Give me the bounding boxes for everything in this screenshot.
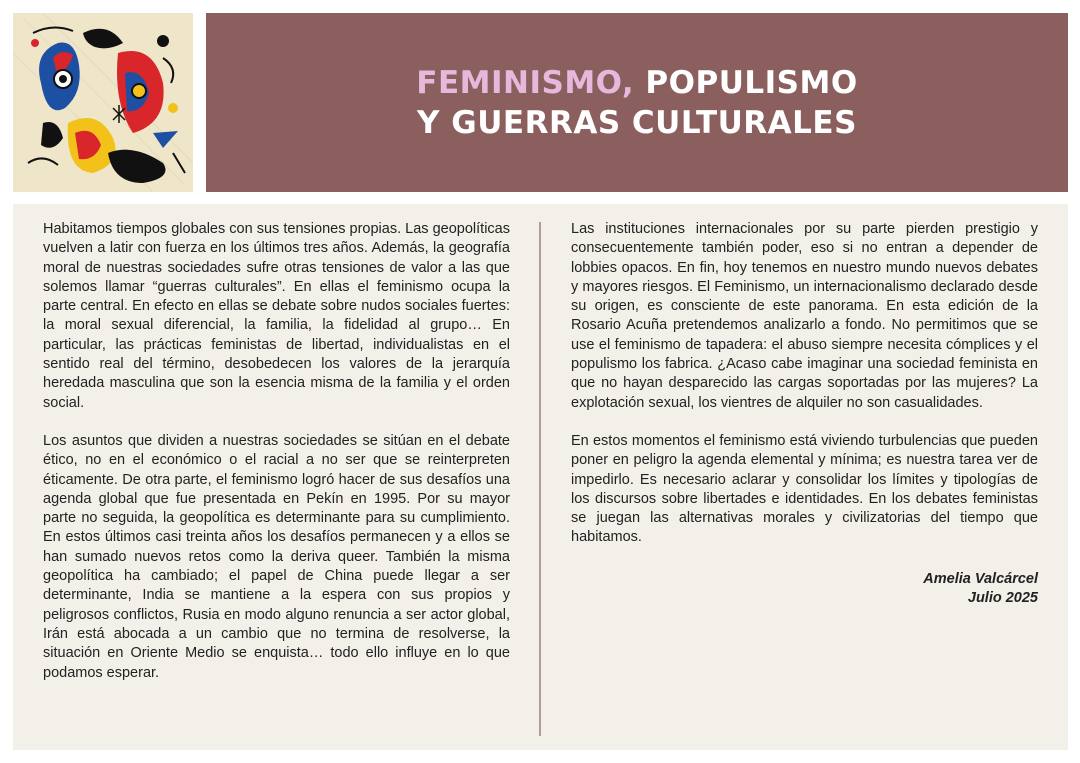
- signature-date: Julio 2025: [967, 589, 1038, 606]
- abstract-painting-icon: [13, 13, 193, 192]
- paragraph: En estos momentos el feminismo está viviendo turbulencias que pueden poner en peligro la agenda elemental y mínima; es nuestra tarea ver de impedirlo. Es necesario aclarar y consolidar los límites y tipologías de los discursos sobre libertades e identidades. En los debates feministas se juegan las alternativas morales y civilizatorias del tiempo que habitamos.: [571, 432, 1038, 546]
- article-right-column: [571, 220, 1038, 608]
- signature-author: Amelia Valcárcel: [923, 570, 1038, 587]
- title-accent: FEMINISMO,: [416, 64, 635, 101]
- artwork-image: [13, 13, 193, 192]
- page-title: [416, 63, 857, 143]
- article-panel: [13, 204, 1068, 750]
- title-banner: [206, 13, 1068, 192]
- title-line2: Y GUERRAS CULTURALES: [417, 104, 857, 141]
- paragraph: Las instituciones internacionales por su parte pierden prestigio y consecuentemente también poder, eso si no entran a depender de lobbies opacos. En fin, hoy tenemos en nuestro mundo nuevos debates y mayores riesgos. El Feminismo, un internacionalismo declarado desde su origen, es consciente de este panorama. En esta edición de la Rosario Acuña pretendemos analizarlo a fondo. No permitimos que se use el feminismo de tapadera: el abuso siempre necesita cómplices y el populismo los fabrica. ¿Acaso cabe imaginar una sociedad feminista en que no hayan desparecido las cargas soportadas por las mujeres? La explotación sexual, los vientres de alquiler no son casualidades.: [571, 221, 1038, 411]
- paragraph: Los asuntos que dividen a nuestras sociedades se sitúan en el debate ético, no en el económico o el racial a no ser que se reinterpreten éticamente. De otra parte, el feminismo logró hacer de sus desafíos una agenda global que fue presentada en Pekín en 1995. Por su mayor parte no seguida, la geopolítica es determinante para su cumplimiento. En estos últimos casi treinta años los desafíos permanecen y a ellos se han sumado nuevos retos como la deriva queer. También la misma geopolítica ha cambiado; el papel de China puede llegar a ser determinante, India se mantiene a la espera con sus propios y peligrosos conflictos, Rusia en modo alguno renuncia a ser actor global, Irán está abocada a un cambio que no termina de resolverse, la situación en Oriente Medio se enquista… todo ello influye en lo que podamos esperar.: [43, 432, 510, 681]
- title-line1: POPULISMO: [634, 64, 858, 101]
- article-left-column: [43, 220, 510, 702]
- paragraph: Habitamos tiempos globales con sus tensiones propias. Las geopolíticas vuelven a latir con fuerza en los últimos tres años. Además, la geografía moral de nuestras sociedades sufre otras tensiones de valor a las que solemos llamar “guerras culturales”. En ellas el feminismo ocupa la parte central. En efecto en ellas se debate sobre nudos sociales fuertes: la moral sexual diferencial, la familia, la fidelidad al grupo… En particular, las prácticas feministas de libertad, individualistas en el sentido real del término, desobedecen los valores de la jerarquía heredada masculina que son la esencia misma de la familia y el orden social.: [43, 221, 510, 411]
- signature: [571, 570, 1038, 608]
- column-divider: [539, 222, 541, 736]
